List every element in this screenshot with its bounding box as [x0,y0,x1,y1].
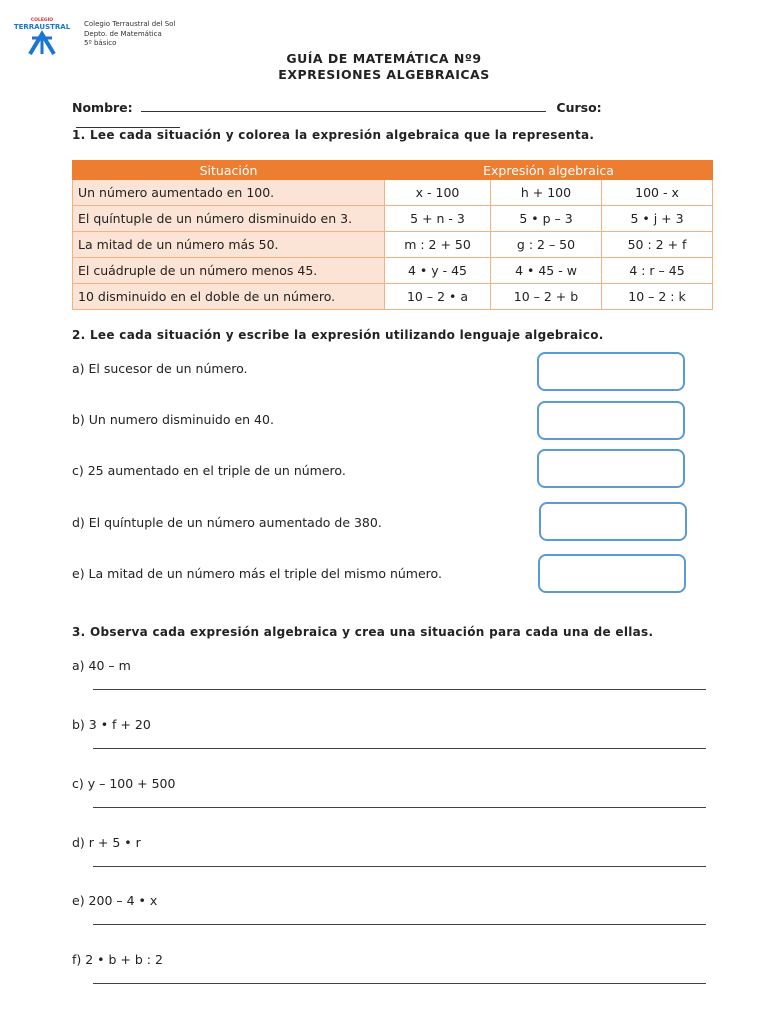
expression-option-cell[interactable]: 5 • j + 3 [602,206,713,232]
expression-option-cell[interactable]: 5 • p – 3 [491,206,602,232]
situation-item: a) El sucesor de un número. [72,361,248,376]
page-subtitle: EXPRESIONES ALGEBRAICAS [278,67,490,82]
answer-box[interactable] [537,449,685,488]
table-row [73,206,713,232]
school-info [84,20,175,49]
course-label: Curso: [556,100,602,115]
table-row [73,258,713,284]
situation-cell: 10 disminuido en el doble de un número. [73,284,385,310]
situation-cell: Un número aumentado en 100. [73,180,385,206]
writing-line[interactable] [93,983,706,984]
situation-item: b) Un numero disminuido en 40. [72,412,274,427]
school-dept: Depto. de Matemática [84,29,162,38]
course-field[interactable] [76,115,180,128]
svg-text:TERRAUSTRAL: TERRAUSTRAL [13,23,71,31]
expression-item: c) y – 100 + 500 [72,776,176,791]
name-label: Nombre: [72,100,133,115]
header-situation: Situación [73,161,385,180]
student-form-row [72,99,712,131]
expression-option-cell[interactable]: 100 - x [602,180,713,206]
expression-option-cell[interactable]: 4 • 45 - w [491,258,602,284]
table-row [73,232,713,258]
writing-line[interactable] [93,866,706,867]
expression-option-cell[interactable]: 4 • y - 45 [385,258,491,284]
name-field[interactable] [141,99,546,112]
answer-box[interactable] [539,502,687,541]
answer-box[interactable] [538,554,686,593]
section2-instruction: 2. Lee cada situación y escribe la expresión utilizando lenguaje algebraico. [72,328,604,342]
expression-option-cell[interactable]: 50 : 2 + f [602,232,713,258]
table-row [73,284,713,310]
school-grade: 5º básico [84,39,117,47]
writing-line[interactable] [93,807,706,808]
page-title: GUÍA DE MATEMÁTICA Nº9 [286,51,482,66]
expression-option-cell[interactable]: h + 100 [491,180,602,206]
expression-item: a) 40 – m [72,658,131,673]
writing-line[interactable] [93,748,706,749]
expression-table [72,160,713,310]
expression-item: d) r + 5 • r [72,835,141,850]
writing-line[interactable] [93,689,706,690]
answer-box[interactable] [537,401,685,440]
situation-item: d) El quíntuple de un número aumentado de 380. [72,515,382,530]
section3-instruction: 3. Observa cada expresión algebraica y crea una situación para cada una de ellas. [72,625,654,639]
expression-option-cell[interactable]: m : 2 + 50 [385,232,491,258]
writing-line[interactable] [93,924,706,925]
expression-option-cell[interactable]: 10 – 2 • a [385,284,491,310]
expression-option-cell[interactable]: 10 – 2 : k [602,284,713,310]
situation-item: e) La mitad de un número más el triple del mismo número. [72,566,442,581]
svg-text:COLEGIO: COLEGIO [30,18,54,23]
header-expression: Expresión algebraica [385,161,713,180]
expression-option-cell[interactable]: g : 2 – 50 [491,232,602,258]
expression-option-cell[interactable]: x - 100 [385,180,491,206]
expression-item: e) 200 – 4 • x [72,893,158,908]
expression-option-cell[interactable]: 4 : r – 45 [602,258,713,284]
table-row [73,180,713,206]
situation-cell: La mitad de un número más 50. [73,232,385,258]
expression-option-cell[interactable]: 10 – 2 + b [491,284,602,310]
answer-box[interactable] [537,352,685,391]
expression-item: f) 2 • b + b : 2 [72,952,163,967]
section1-instruction: 1. Lee cada situación y colorea la expresión algebraica que la representa. [72,128,595,142]
table-header-row [73,161,713,180]
expression-item: b) 3 • f + 20 [72,717,151,732]
school-name: Colegio Terraustral del Sol [84,20,176,28]
expression-option-cell[interactable]: 5 + n - 3 [385,206,491,232]
situation-cell: El cuádruple de un número menos 45. [73,258,385,284]
situation-cell: El quíntuple de un número disminuido en 3. [73,206,385,232]
situation-item: c) 25 aumentado en el triple de un número. [72,463,346,478]
